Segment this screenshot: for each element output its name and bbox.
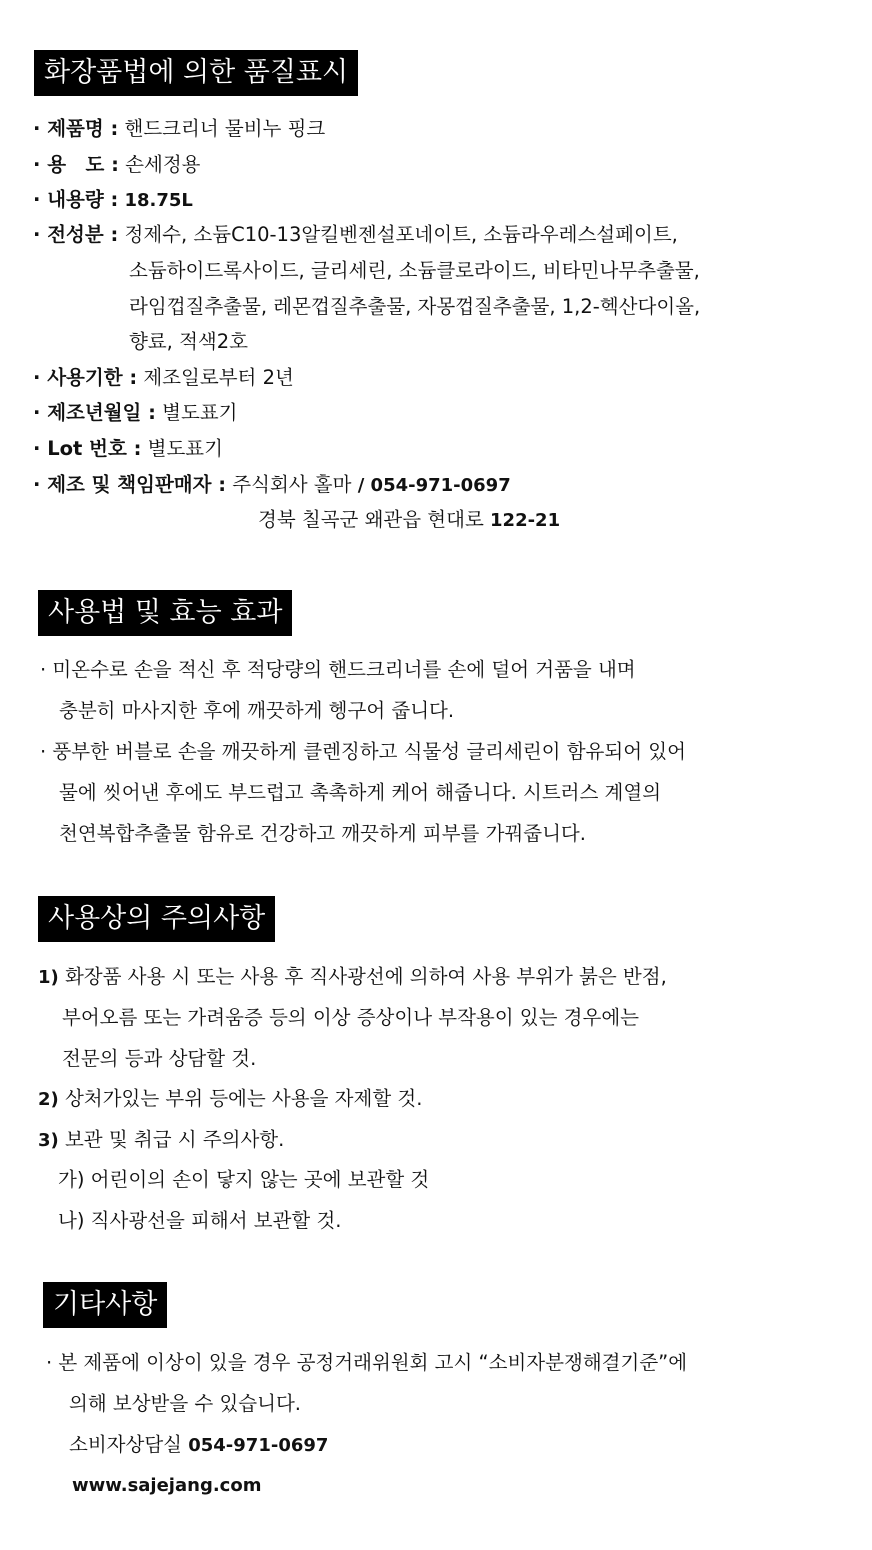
howto-line: 천연복합추출물 함유로 건강하고 깨끗하게 피부를 가꿔줍니다. [59,822,586,845]
ingredients-line: 향료, 적색2호 [129,330,248,353]
caution-item-1-cont: 전문의 등과 상담할 것. [62,1047,257,1070]
caution-item-number: 3) [38,1130,59,1151]
consumer-center-phone: 054-971-0697 [188,1435,329,1456]
maker-address-text: 경북 칠곡군 왜관읍 현대로 [258,508,484,531]
ingredients-line: 라임껍질추출물, 레몬껍질추출물, 자몽껍질추출물, 1,2-헥산다이올, [129,295,701,318]
etc-section-header: 기타사항 [43,1282,167,1328]
mfg-date-value: 별도표기 [162,401,238,424]
caution-sub-text: 어린이의 손이 닿지 않는 곳에 보관할 것 [90,1168,430,1191]
caution-item-3 [38,1127,284,1154]
howto-line: 물에 씻어낸 후에도 부드럽고 촉촉하게 케어 해줍니다. 시트러스 계열의 [59,781,662,804]
caution-sub-number: 가) [58,1168,85,1191]
expiry-label: · 사용기한 : [33,366,138,389]
maker-address-number: 122-21 [490,510,561,531]
caution-sub-number: 나) [58,1209,85,1232]
usage-value: 손세정용 [125,153,201,176]
mfg-date-label: · 제조년월일 : [33,401,156,424]
maker-row [33,472,511,499]
volume-label: · 내용량 : [33,188,119,211]
expiry-value: 제조일로부터 2년 [143,366,294,389]
lot-bullet: · [33,437,48,460]
caution-item-text: 화장품 사용 시 또는 사용 후 직사광선에 의하여 사용 부위가 붉은 반점, [64,965,667,988]
consumer-center-row [69,1432,328,1459]
volume-row [33,187,193,214]
caution-item-1 [38,964,667,991]
maker-label: · 제조 및 책임판매자 : [33,473,227,496]
howto-line: · 풍부한 버블로 손을 깨끗하게 클렌징하고 식물성 글리세린이 함유되어 있어 [40,740,686,763]
ingredients-row [33,222,678,248]
product-name-label: · 제품명 : [33,117,119,140]
caution-sub-item-b [58,1208,342,1234]
consumer-center-label: 소비자상담실 [69,1433,183,1456]
website-link[interactable]: www.sajejang.com [72,1475,262,1496]
howto-line: 충분히 마사지한 후에 깨끗하게 헹구어 줍니다. [59,699,455,722]
caution-sub-text: 직사광선을 피해서 보관할 것. [90,1209,342,1232]
caution-item-1-cont: 부어오름 또는 가려움증 등의 이상 증상이나 부작용이 있는 경우에는 [62,1006,640,1029]
ingredients-label: · 전성분 : [33,223,119,246]
caution-item-text: 보관 및 취급 시 주의사항. [64,1128,285,1151]
lot-label: Lot 번호 : [47,437,142,460]
lot-row [33,436,223,462]
product-name-row [33,116,325,142]
howto-section-header: 사용법 및 효능 효과 [38,590,292,636]
maker-address [258,507,560,534]
ingredients-line: 정제수, 소듐C10-13알킬벤젠설포네이트, 소듐라우레스설페이트, [124,223,678,246]
maker-name: 주식회사 홀마 [232,473,352,496]
caution-item-text: 상처가있는 부위 등에는 사용을 자제할 것. [64,1087,423,1110]
etc-line: · 본 제품에 이상이 있을 경우 공정거래위원회 고시 “소비자분쟁해결기준”에 [46,1351,688,1374]
expiry-row [33,365,294,391]
lot-value: 별도표기 [147,437,223,460]
maker-phone: / 054-971-0697 [357,475,511,496]
usage-row [33,152,201,178]
volume-value: 18.75L [124,190,193,211]
mfg-date-row [33,400,238,426]
product-name-value: 핸드크리너 물비누 핑크 [124,117,326,140]
caution-item-number: 2) [38,1089,59,1110]
ingredients-line: 소듐하이드록사이드, 글리세린, 소듐클로라이드, 비타민나무추출물, [129,259,700,282]
caution-section-header: 사용상의 주의사항 [38,896,275,942]
caution-sub-item-a [58,1167,429,1193]
howto-line: · 미온수로 손을 적신 후 적당량의 핸드크리너를 손에 덜어 거품을 내며 [40,658,636,681]
etc-line: 의해 보상받을 수 있습니다. [69,1392,302,1415]
usage-label: · 용 도 : [33,153,119,176]
caution-item-2 [38,1086,422,1113]
caution-item-number: 1) [38,967,59,988]
quality-section-header: 화장품법에 의한 품질표시 [34,50,358,96]
